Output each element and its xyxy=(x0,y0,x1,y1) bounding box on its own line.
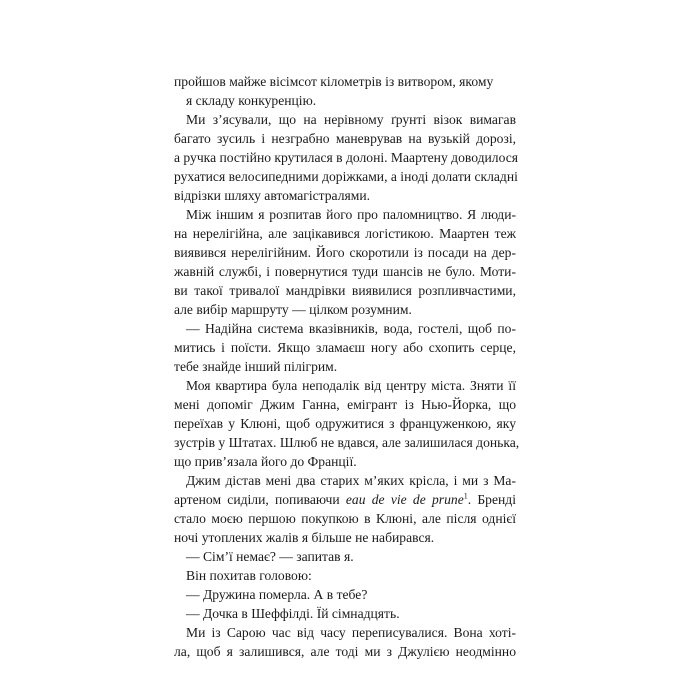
text-line: а ручка постійно крутилася в долоні. Маартену доводилося xyxy=(174,150,518,165)
text-line: зустрів у Штатах. Шлюб не вдався, але залишилася донька, xyxy=(174,435,520,450)
footnote-reference: 1 xyxy=(463,491,468,501)
text-line: відрізки шляху автомагістралями. xyxy=(174,188,371,203)
text-line: Ми із Сарою час від часу переписувалися. Вона хоті- xyxy=(186,625,516,640)
text-line: ла, щоб я залишився, але тоді ми з Джулією неодмінно xyxy=(174,644,516,659)
text-line: Між іншим я розпитав його про паломництво. Я люди- xyxy=(186,207,516,222)
text-line: виявився нерелігійним. Його скоротили із посади на дер- xyxy=(174,245,516,260)
text-line: ночі утоплених жалів я більше не набирався. xyxy=(174,530,435,545)
text-line: Він похитав головою: xyxy=(186,568,312,583)
text-line: — Сім’ї немає? — запитав я. xyxy=(186,549,354,564)
text-line: Моя квартира була неподалік від центру міста. Зняти її xyxy=(186,378,516,393)
text-line: Джим дістав мені два старих м’яких крісла, і ми з Ма- xyxy=(186,473,516,488)
text-segment: . Бренді xyxy=(467,492,516,507)
text-line: на нерелігійна, але зацікавився логістикою. Маартен теж xyxy=(174,226,516,241)
text-line: пройшов майже вісімсот кілометрів із витвором, якому xyxy=(174,74,494,89)
text-segment: артеном сиділи, попиваючи xyxy=(174,492,340,507)
text-line-with-footnote xyxy=(174,490,516,509)
text-line: я складу конкуренцію. xyxy=(186,93,317,108)
text-line: — Дружина померла. А в тебе? xyxy=(186,587,368,602)
text-line: — Дочка в Шеффілді. Їй сімнадцять. xyxy=(186,606,400,621)
text-line: багато зусиль і незграбно маневрував на вузькій дорозі, xyxy=(174,131,516,146)
text-line: стало моєю першою покупкою в Клюні, але після однієї xyxy=(174,511,516,526)
text-line: переїхав у Клюні, щоб одружитися з француженкою, яку xyxy=(174,416,516,431)
text-line: рухатися велосипедними доріжками, а іноді долати складні xyxy=(174,169,518,184)
text-line: ви такої тривалої мандрівки виявилися розпливчастими, xyxy=(174,283,516,298)
text-line: що прив’язала його до Франції. xyxy=(174,454,357,469)
text-line: мені допоміг Джим Ганна, емігрант із Нью-Йорка, що xyxy=(174,397,516,412)
text-line: але вибір маршруту — цілком розумним. xyxy=(174,302,412,317)
text-line: жавній службі, і повернутися туди шансів не було. Моти- xyxy=(174,264,516,279)
italic-phrase: eau de vie de prune xyxy=(345,492,464,507)
text-line: тебе знайде інший пілігрим. xyxy=(174,359,338,374)
text-line: Ми з’ясували, що на нерівному ґрунті візок вимагав xyxy=(186,112,516,127)
text-line: митись і поїсти. Якщо зламаєш ногу або схопить серце, xyxy=(174,340,516,355)
text-line: — Надійна система вказівників, вода, гостелі, щоб по- xyxy=(186,321,516,336)
